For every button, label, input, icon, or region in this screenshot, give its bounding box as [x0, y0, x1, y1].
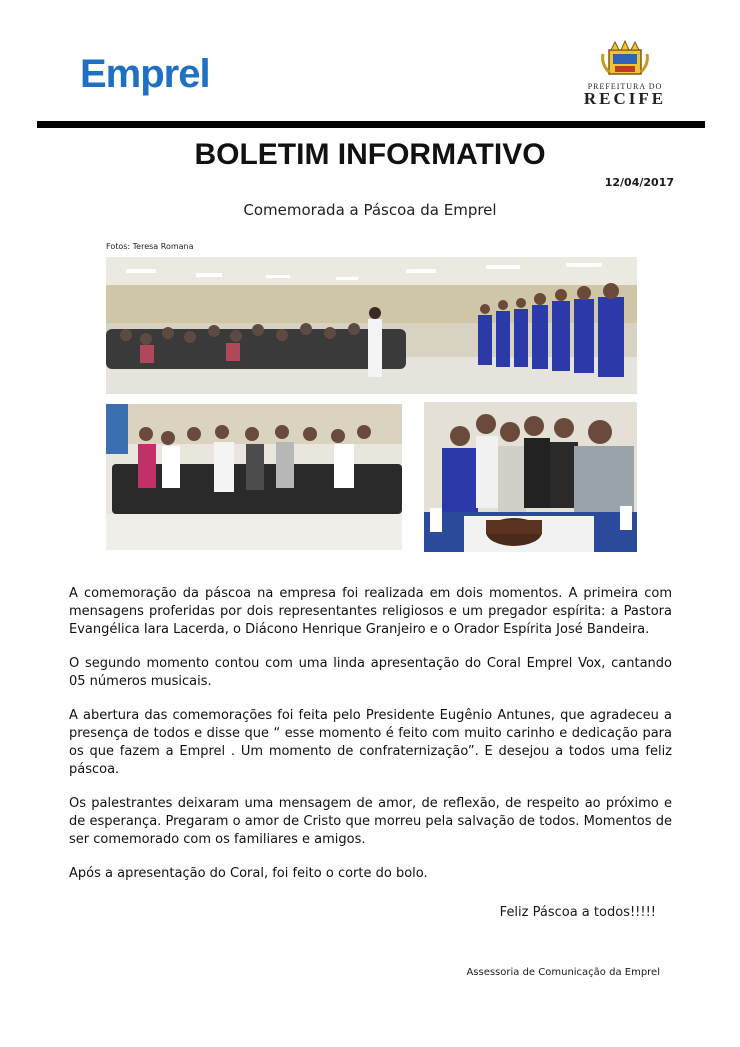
article-paragraph: A comemoração da páscoa na empresa foi realizada em dois momentos. A primeira com mensagens proferidas por dois representantes religiosos e um pregador espírita: a Pastora Evangélica Iara Lacerda, o Diácono Henrique Granjeiro e o Orador Espírita José Bandeira.	[69, 586, 672, 637]
photo-credit: Fotos: Teresa Romana	[106, 242, 194, 251]
partner-logo-caption: PREFEITURA DO	[587, 82, 663, 91]
closing-greeting: Feliz Páscoa a todos!!!!!	[499, 905, 656, 920]
article-paragraph: Após a apresentação do Coral, foi feito o corte do bolo.	[69, 866, 428, 881]
audience-photo	[106, 404, 402, 550]
article-paragraph: A abertura das comemorações foi feita pelo Presidente Eugênio Antunes, que agradeceu a presença de todos e disse que “ esse momento é feito com muito carinho e dedicação para os que fazem a Emprel . Um momento de confraternização”. E desejou a todos uma feliz páscoa.	[69, 708, 672, 777]
prefeitura-recife-logo	[575, 40, 675, 107]
city-crest-icon	[599, 40, 651, 80]
emprel-logo: Emprel	[80, 52, 210, 96]
bulletin-date: 12/04/2017	[604, 176, 674, 189]
bulletin-subtitle: Comemorada a Páscoa da Emprel	[243, 201, 497, 219]
partner-logo-name: RECIFE	[583, 89, 667, 108]
bulletin-title: BOLETIM INFORMATIVO	[194, 138, 546, 171]
signature: Assessoria de Comunicação da Emprel	[466, 967, 660, 978]
cake-cutting-photo	[424, 402, 637, 552]
article-paragraph: O segundo momento contou com uma linda apresentação do Coral Emprel Vox, cantando 05 números musicais.	[69, 656, 672, 689]
article-body	[69, 585, 672, 899]
header-rule	[37, 121, 705, 128]
article-paragraph: Os palestrantes deixaram uma mensagem de amor, de reflexão, de respeito ao próximo e de esperança. Pregaram o amor de Cristo que morreu pela salvação de todos. Momentos de ser comemorado com os familiares e amigos.	[69, 796, 672, 847]
auditorium-choir-photo	[106, 257, 637, 394]
